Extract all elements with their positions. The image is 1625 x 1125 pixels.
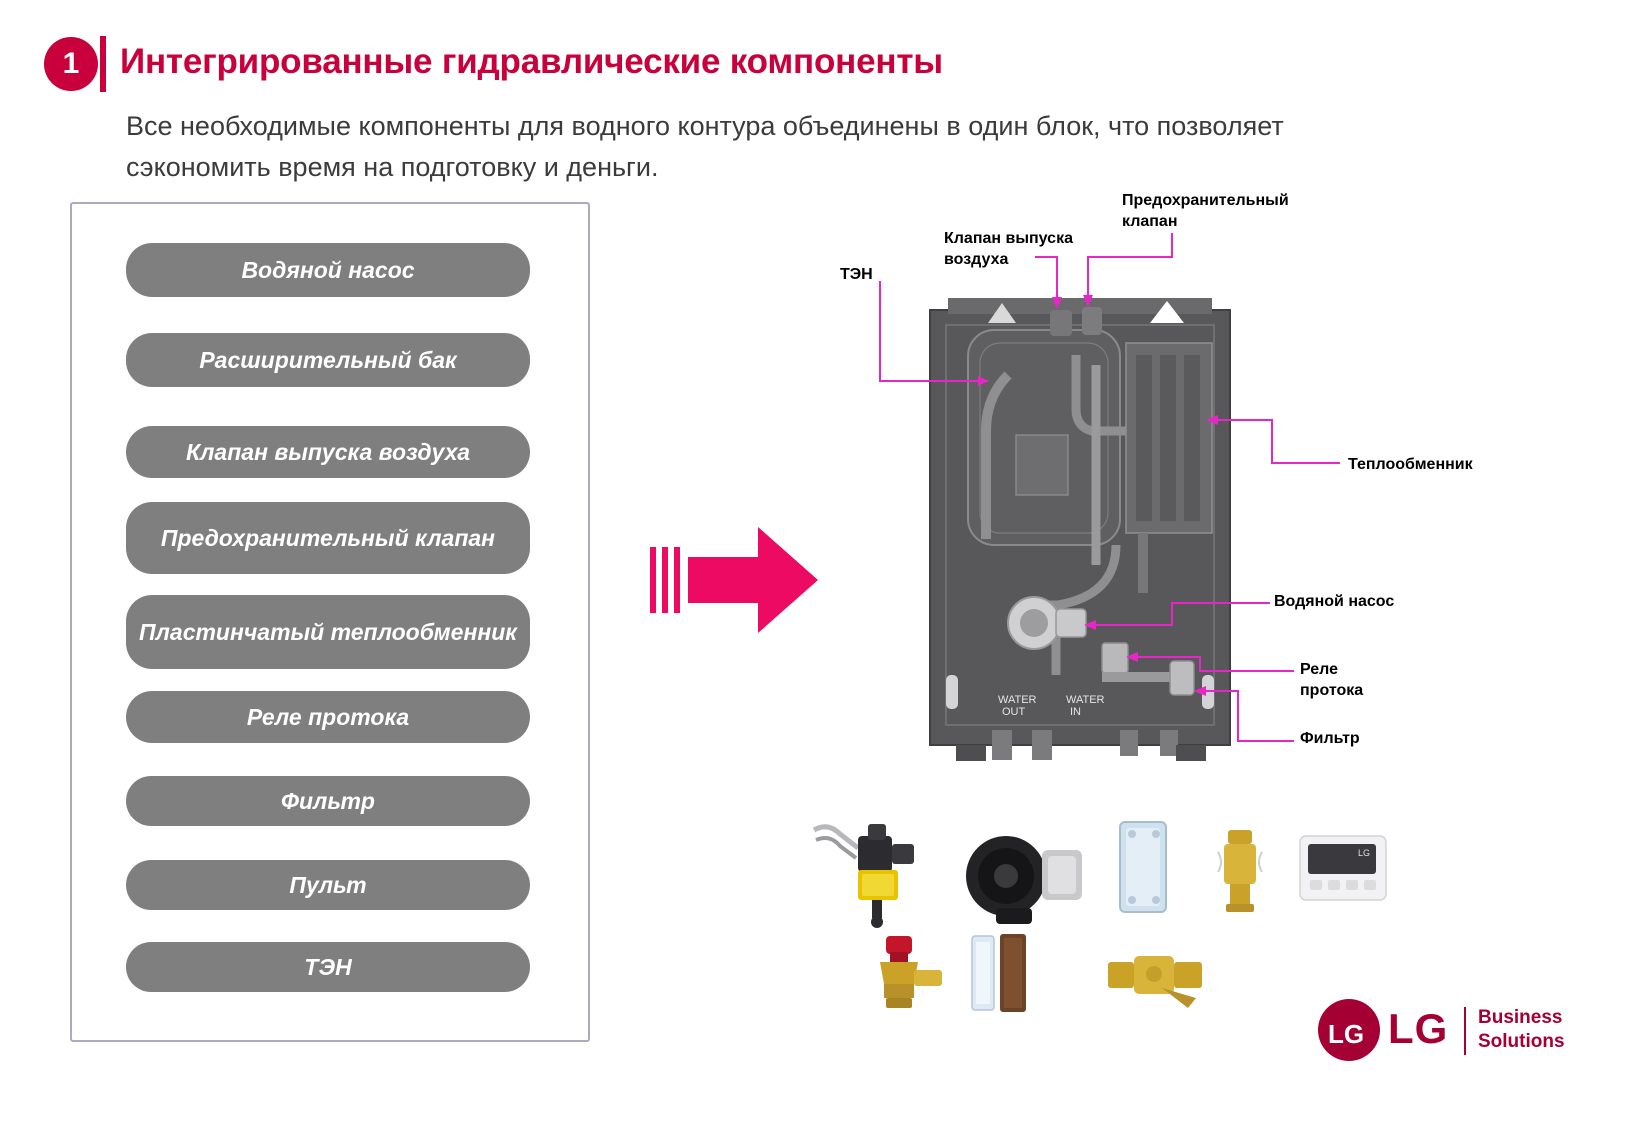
slide-number-badge: 1	[44, 37, 98, 91]
component-chip-remote-controller[interactable]	[126, 860, 530, 910]
callout-heat-exchanger	[1348, 454, 1473, 475]
callout-label-text: Предохранительный клапан	[1122, 192, 1289, 230]
svg-text:IN: IN	[1070, 706, 1081, 718]
callout-label-text: Клапан выпуска воздуха	[944, 230, 1073, 268]
air-vent-valve-photo	[1210, 822, 1270, 916]
callout-label-text: ТЭН	[840, 266, 873, 283]
component-list-panel	[70, 202, 590, 1042]
callout-water-pump	[1274, 591, 1394, 612]
component-chip-heater[interactable]	[126, 942, 530, 992]
component-chip-filter[interactable]	[126, 776, 530, 826]
component-chip-plate-heat-exchanger[interactable]	[126, 595, 530, 669]
callout-label-text: Фильтр	[1300, 730, 1360, 747]
callout-heater	[840, 264, 873, 285]
lg-wordmark: LG	[1388, 1005, 1449, 1052]
expansion-tank-photo	[966, 930, 1046, 1016]
component-chip-water-pump[interactable]	[126, 243, 530, 297]
component-chip-label: Водяной насос	[241, 257, 415, 283]
lg-circle-mark	[1318, 999, 1380, 1061]
plate-heat-exchanger-photo	[1112, 818, 1176, 916]
component-chip-label: Пластинчатый теплообменник	[139, 619, 517, 645]
svg-text:LG: LG	[1358, 848, 1371, 858]
component-chip-air-vent-valve[interactable]	[126, 426, 530, 478]
page-title: Интегрированные гидравлические компоненты	[120, 42, 943, 81]
component-chip-label: Пульт	[289, 872, 367, 898]
water-pump-photo	[962, 832, 1090, 926]
flow-switch-photo	[806, 818, 942, 930]
callout-label-text: Водяной насос	[1274, 593, 1395, 610]
lg-logo-divider	[1464, 1007, 1466, 1055]
callout-safety-valve	[1122, 190, 1322, 232]
component-chip-expansion-tank[interactable]	[126, 333, 530, 387]
component-chip-label: ТЭН	[304, 954, 352, 980]
component-chip-label: Фильтр	[281, 788, 375, 814]
lg-sub-line1: Business	[1478, 1007, 1563, 1028]
component-chip-label: Реле протока	[246, 704, 410, 730]
component-chip-label: Предохранительный клапан	[160, 525, 496, 551]
lg-circle-mark-text: LG	[1328, 1019, 1365, 1049]
page-subtitle: Все необходимые компоненты для водного контура объединены в один блок, что позволяет сэкономить время на подготовку и деньги.	[126, 111, 1284, 182]
lg-business-solutions-logo	[1318, 995, 1565, 1067]
component-chip-label: Расширительный бак	[199, 347, 457, 373]
callout-flow-switch	[1300, 659, 1390, 701]
component-chip-label: Клапан выпуска воздуха	[185, 439, 471, 465]
title-accent-bar	[100, 36, 106, 92]
svg-text:OUT: OUT	[1002, 706, 1026, 718]
svg-text:WATER: WATER	[998, 694, 1037, 706]
callout-filter	[1300, 728, 1360, 749]
safety-valve-photo	[858, 932, 946, 1012]
callout-air-vent-valve	[944, 228, 1084, 270]
callout-label-text: Реле протока	[1300, 661, 1364, 699]
component-chip-flow-switch[interactable]	[126, 691, 530, 743]
callout-label-text: Теплообменник	[1348, 456, 1473, 473]
hydro-unit-diagram	[820, 185, 1610, 805]
component-chip-safety-valve[interactable]	[126, 502, 530, 574]
svg-text:WATER: WATER	[1066, 694, 1105, 706]
transition-arrow-icon	[650, 515, 820, 645]
remote-controller-photo	[1298, 832, 1388, 912]
lg-sub-line2: Solutions	[1478, 1031, 1565, 1052]
filter-photo	[1104, 942, 1208, 1012]
